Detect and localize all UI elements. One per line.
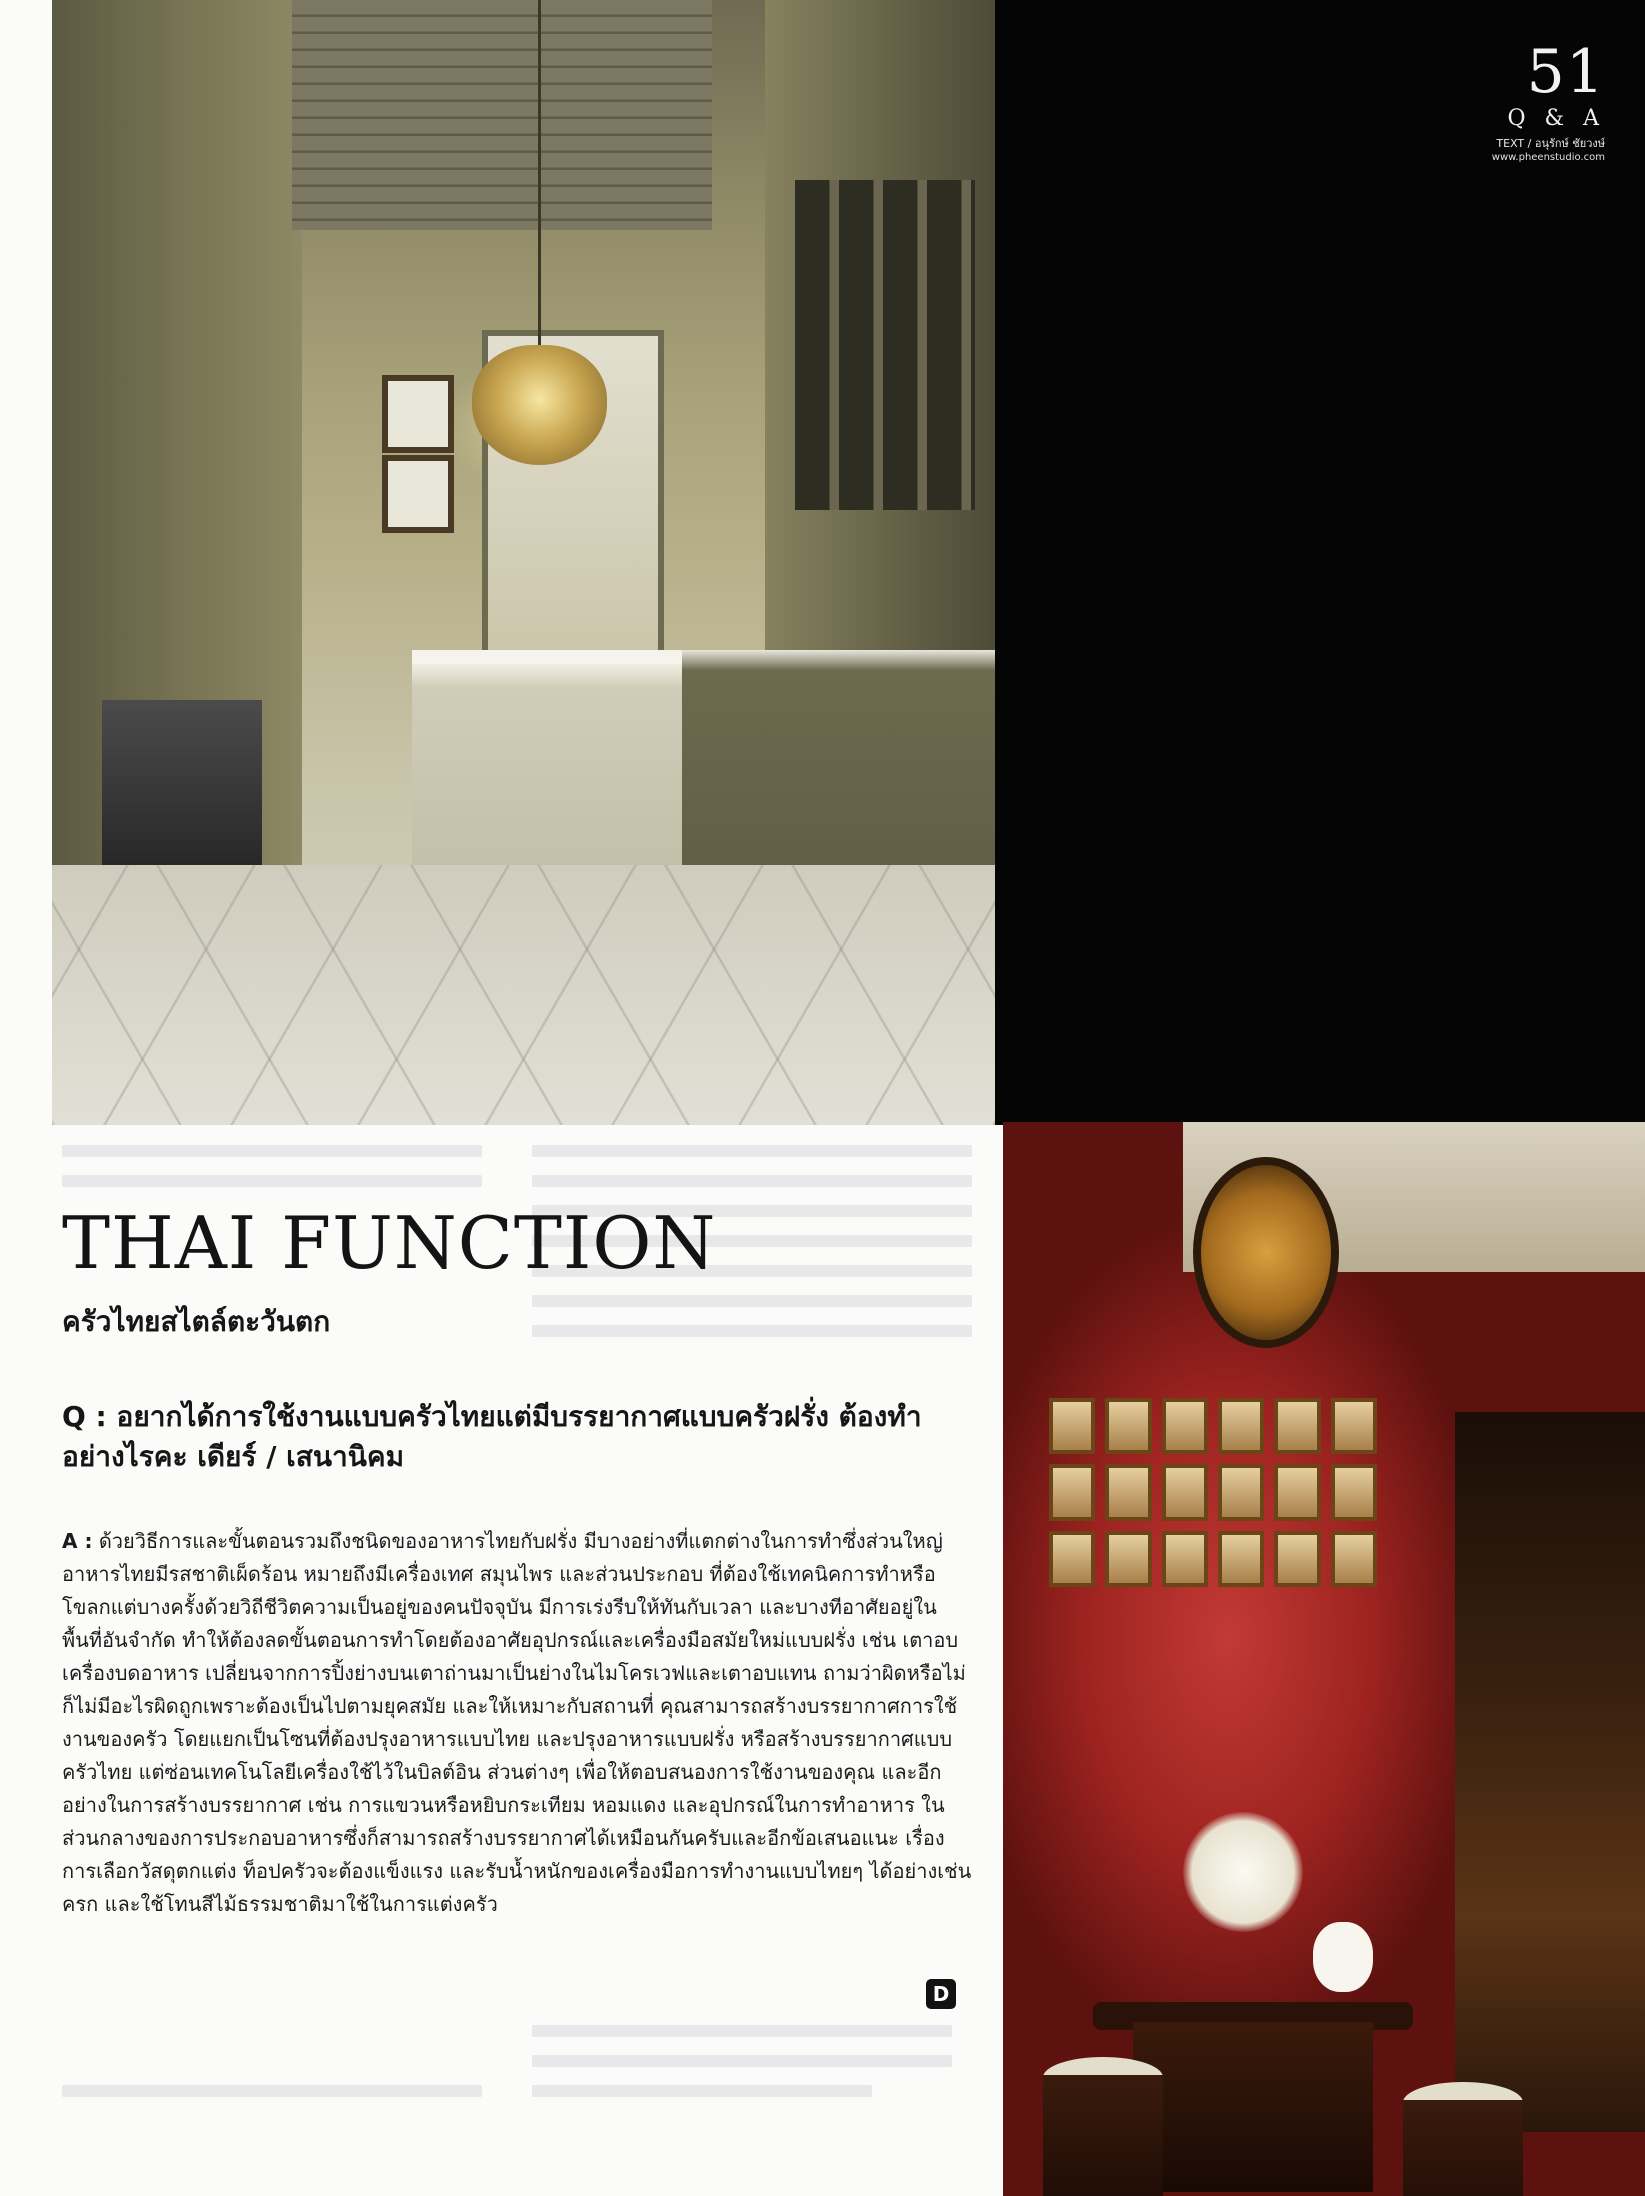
end-mark-icon: D bbox=[926, 1979, 956, 2009]
kitchen-wall-frame bbox=[382, 375, 454, 453]
brass-lantern bbox=[472, 345, 607, 465]
picture-frame bbox=[1331, 1398, 1377, 1454]
picture-frame bbox=[1274, 1398, 1320, 1454]
picture-frame bbox=[1162, 1398, 1208, 1454]
article bbox=[62, 1125, 992, 2196]
ghost-line bbox=[532, 2055, 952, 2067]
ghost-line bbox=[532, 1145, 972, 1157]
picture-frame bbox=[1274, 1531, 1320, 1587]
reader-question: Q : อยากได้การใช้งานแบบครัวไทยแต่มีบรรยากาศแบบครัวฝรั่ง ต้องทำอย่างไรคะ เดียร์ / เสนานิคม bbox=[62, 1400, 922, 1473]
teapot bbox=[1313, 1922, 1373, 1992]
photo-frame-wall bbox=[1043, 1392, 1383, 1792]
picture-frame bbox=[1218, 1464, 1264, 1520]
black-panel bbox=[995, 0, 1645, 1125]
red-room-photo bbox=[1003, 1122, 1645, 2196]
picture-frame bbox=[1331, 1531, 1377, 1587]
section-tag: Q & A bbox=[1507, 106, 1605, 131]
picture-frame bbox=[1162, 1531, 1208, 1587]
kitchen-glass-cabinet bbox=[795, 180, 975, 510]
ghost-line bbox=[532, 2025, 952, 2037]
picture-frame bbox=[1274, 1464, 1320, 1520]
kitchen-photo bbox=[52, 0, 995, 1125]
page-number: 51 bbox=[1526, 37, 1605, 107]
kitchen-floor bbox=[52, 865, 995, 1125]
expert-answer bbox=[62, 1525, 972, 1921]
lantern-chain bbox=[538, 0, 541, 350]
round-window bbox=[1193, 1157, 1339, 1348]
side-table-base bbox=[1133, 2022, 1373, 2192]
picture-frame bbox=[1218, 1398, 1264, 1454]
picture-frame bbox=[1049, 1464, 1095, 1520]
picture-frame bbox=[1049, 1398, 1095, 1454]
picture-frame bbox=[1105, 1464, 1151, 1520]
answer-text: ด้วยวิธีการและขั้นตอนรวมถึงชนิดของอาหารไทยกับฝรั่ง มีบางอย่างที่แตกต่างในการทำซึ่งส่วนใหญ่อาหารไทยมีรสชาติเผ็ดร้อน หมายถึงมีเครื่องเทศ สมุนไพร และส่วนประกอบ ที่ต้องใช้เทคนิคการทำหรือโขลกแต่บางครั้งด้วยวิถีชีวิตความเป็นอยู่ของคนปัจจุบัน มีการเร่งรีบให้ทันกับเวลา และบางทีอาศัยอยู่ในพื้นที่อันจำกัด ทำให้ต้องลดขั้นตอนการทำโดยต้องอาศัยอุปกรณ์และเครื่องมือสมัยใหม่แบบฝรั่ง เช่น เตาอบ เครื่องบดอาหาร เปลี่ยนจากการปิ้งย่างบนเตาถ่านมาเป็นย่างในไมโครเวฟและเตาอบแทน ถามว่าผิดหรือไม่ก็ไม่มีอะไรผิดถูกเพราะต้องเป็นไปตามยุคสมัย และให้เหมาะกับสถานที่ คุณสามารถสร้างบรรยากาศการใช้งานของครัว โดยแยกเป็นโซนที่ต้องปรุงอาหารแบบไทย และปรุงอาหารแบบฝรั่ง หรือสร้างบรรยากาศแบบครัวไทย แต่ซ่อนเทคโนโลยีเครื่องใช้ไว้ในบิลต์อิน ส่วนต่างๆ เพื่อให้ตอบสนองการใช้งานของคุณ และอีกอย่างในการสร้างบรรยากาศ เช่น การแขวนหรือหยิบกระเทียม หอมแดง และอุปกรณ์ในการทำอาหาร ในส่วนกลางของการประกอบอาหารซึ่งก็สามารถสร้างบรรยากาศได้เหมือนกันครับและอีกข้อเสนอแนะ เรื่องการเลือกวัสดุตกแต่ง ท็อปครัวจะต้องแข็งแรง และรับน้ำหนักของเครื่องมือการทำงานแบบไทยๆ ได้อย่างเช่น ครก และใช้โทนสีไม้ธรรมชาติมาใช้ในการแต่งครัว bbox=[62, 1529, 972, 1916]
ghost-line bbox=[532, 1175, 972, 1187]
answer-label: A : bbox=[62, 1529, 93, 1553]
picture-frame bbox=[1218, 1531, 1264, 1587]
text-credit: TEXT / อนุรักษ์ ชัยวงษ์ bbox=[1496, 137, 1605, 150]
ghost-line bbox=[532, 2085, 872, 2097]
picture-frame bbox=[1162, 1464, 1208, 1520]
picture-frame bbox=[1049, 1531, 1095, 1587]
page-header bbox=[1405, 37, 1605, 165]
kitchen-ceiling bbox=[292, 0, 712, 230]
ghost-line bbox=[62, 1145, 482, 1157]
article-title: THAI FUNCTION bbox=[62, 1201, 717, 1285]
kitchen-wall-frame bbox=[382, 455, 454, 533]
ghost-line bbox=[62, 2085, 482, 2097]
picture-frame bbox=[1105, 1398, 1151, 1454]
picture-frame bbox=[1105, 1531, 1151, 1587]
room-doorway bbox=[1455, 1412, 1645, 2132]
website-credit: www.pheenstudio.com bbox=[1491, 152, 1605, 163]
stool bbox=[1043, 2057, 1163, 2196]
picture-frame bbox=[1331, 1464, 1377, 1520]
flower-vase bbox=[1183, 1812, 1303, 1932]
stool bbox=[1403, 2082, 1523, 2196]
article-subtitle: ครัวไทยสไตล์ตะวันตก bbox=[62, 1305, 331, 1338]
ghost-line bbox=[62, 1175, 482, 1187]
